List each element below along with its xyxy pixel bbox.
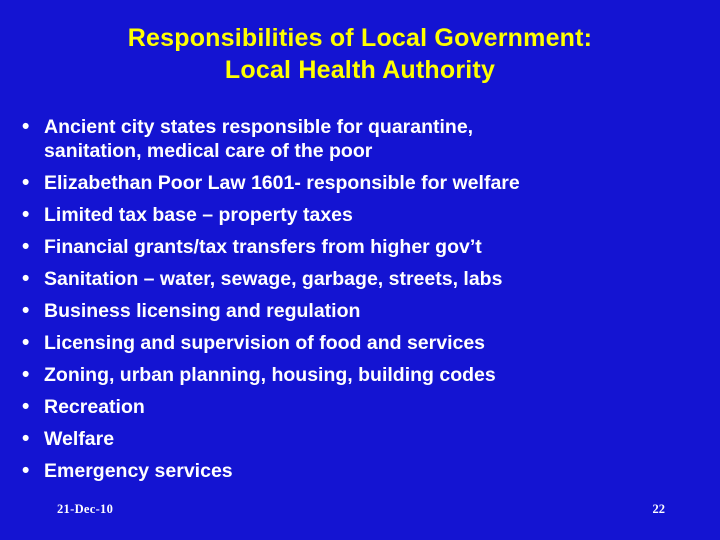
list-item-label: Limited tax base – property taxes	[44, 204, 353, 226]
bullet-marker-icon: •	[22, 235, 30, 258]
list-item	[22, 459, 698, 483]
list-item	[22, 267, 698, 291]
bullet-list	[22, 115, 698, 491]
bullet-marker-icon: •	[22, 171, 30, 194]
bullet-marker-icon: •	[22, 203, 30, 226]
list-item-label: Zoning, urban planning, housing, building codes	[44, 364, 496, 386]
list-item	[22, 203, 698, 227]
list-item-label: Sanitation – water, sewage, garbage, streets, labs	[44, 268, 503, 290]
bullet-marker-icon: •	[22, 395, 30, 418]
list-item-label: Ancient city states responsible for quarantine, sanitation, medical care of the poor	[44, 116, 474, 162]
bullet-marker-icon: •	[22, 331, 30, 354]
list-item	[22, 395, 698, 419]
title-line-2: Local Health Authority	[224, 56, 496, 84]
bullet-marker-icon: •	[22, 267, 30, 290]
footer-date: 21-Dec-10	[57, 502, 114, 516]
bullet-marker-icon: •	[22, 459, 30, 482]
list-item	[22, 171, 698, 195]
list-item	[22, 299, 698, 323]
bullet-marker-icon: •	[22, 299, 30, 322]
bullet-marker-icon: •	[22, 427, 30, 450]
list-item-label: Emergency services	[44, 460, 233, 482]
list-item-label: Elizabethan Poor Law 1601- responsible for welfare	[44, 172, 520, 194]
list-item-label: Licensing and supervision of food and services	[44, 332, 486, 354]
list-item	[22, 331, 698, 355]
title-line-1: Responsibilities of Local Government:	[127, 24, 593, 52]
list-item	[22, 363, 698, 387]
list-item	[22, 235, 698, 259]
list-item-label: Welfare	[44, 428, 115, 450]
footer-page-number: 22	[652, 502, 665, 516]
list-item-label: Business licensing and regulation	[44, 300, 361, 322]
list-item-label: Financial grants/tax transfers from higher gov’t	[44, 236, 482, 258]
list-item	[22, 115, 698, 163]
list-item	[22, 427, 698, 451]
list-item-label: Recreation	[44, 396, 145, 418]
bullet-marker-icon: •	[22, 115, 30, 138]
slide-title	[0, 22, 720, 86]
slide-footer	[0, 502, 720, 518]
bullet-marker-icon: •	[22, 363, 30, 386]
